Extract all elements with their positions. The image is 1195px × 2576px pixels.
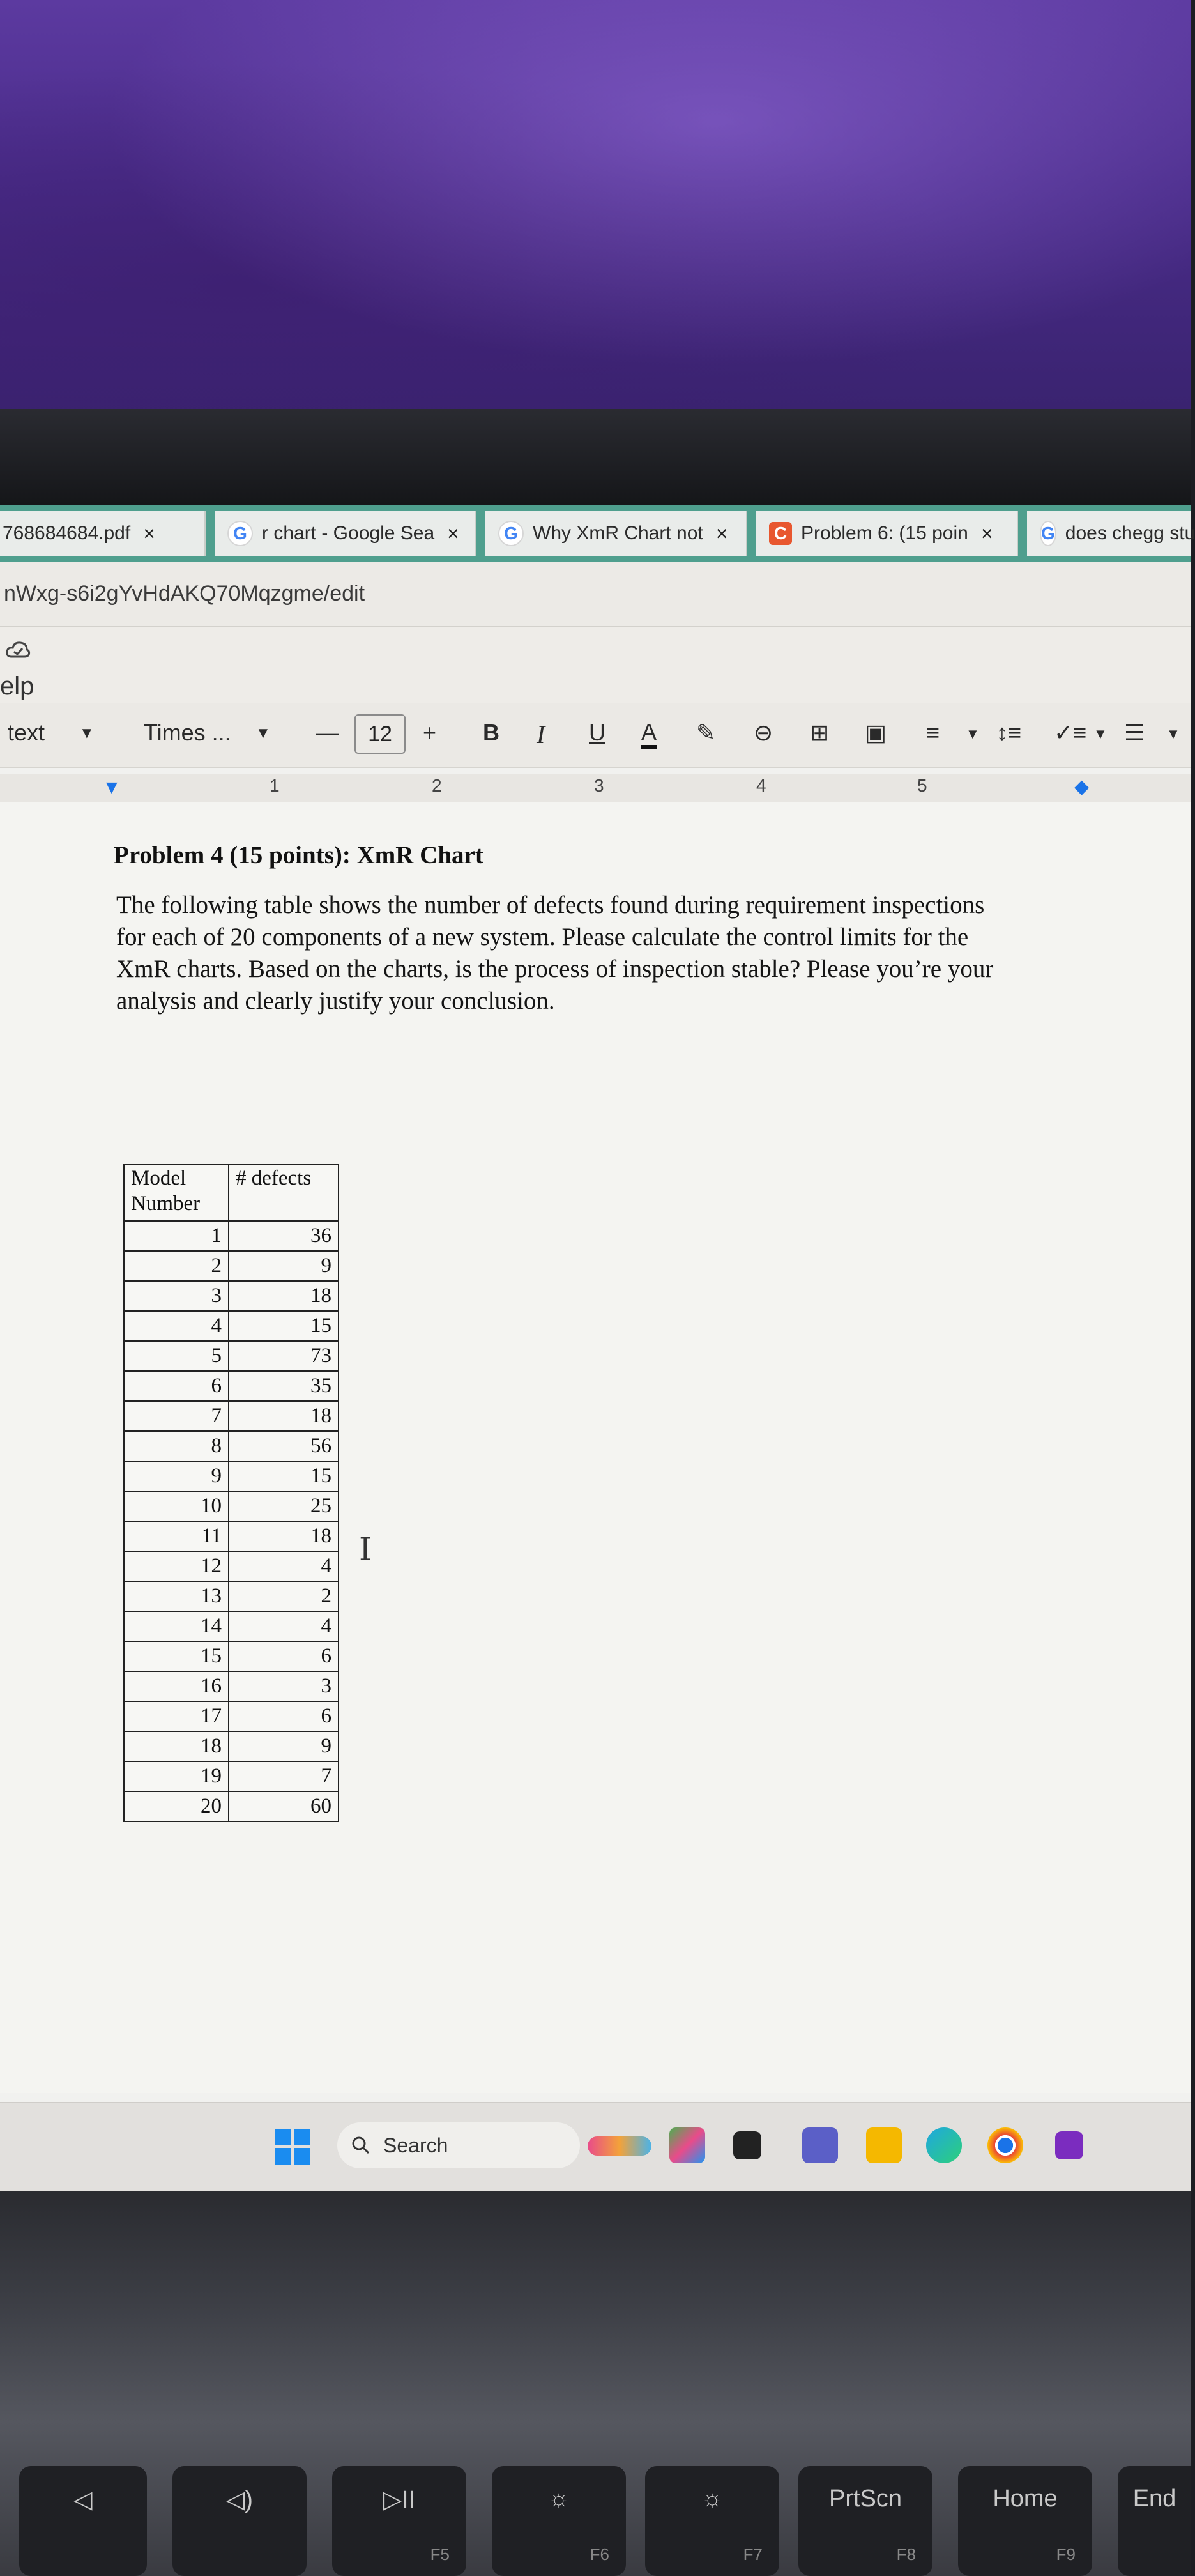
windows-taskbar [0, 2102, 1191, 2193]
tab-title: does chegg stu [1065, 523, 1195, 544]
google-icon: G [227, 521, 253, 546]
paragraph-line: for each of 20 components of a new system. Please calculate the control limits for the [116, 923, 969, 951]
search-label: Search [383, 2133, 448, 2157]
defects-cell[interactable]: 15 [229, 1461, 339, 1491]
table-row [124, 1461, 339, 1491]
paragraph-line: The following table shows the number of defects found during requirement inspections [116, 891, 985, 919]
left-indent-marker-icon[interactable]: ▼ [102, 777, 121, 798]
ruler-number: 1 [270, 776, 280, 795]
model-number-cell[interactable]: 14 [124, 1611, 229, 1641]
table-row [124, 1611, 339, 1641]
key-brightness-down [492, 2466, 626, 2576]
table-row [124, 1371, 339, 1401]
model-number-cell[interactable]: 9 [124, 1461, 229, 1491]
add-comment-icon[interactable]: ⊞ [810, 719, 830, 746]
font-size-input[interactable]: 12 [354, 714, 406, 754]
file-explorer-icon[interactable] [733, 2131, 761, 2159]
column-header-defects: # defects [229, 1165, 339, 1221]
tab-title: r chart - Google Sea [262, 523, 435, 544]
decrease-font-button[interactable]: — [316, 719, 339, 746]
tab-chegg-problem[interactable] [756, 511, 1018, 556]
tab-pdf[interactable] [0, 511, 206, 556]
close-icon[interactable]: × [143, 521, 155, 545]
background-wall [0, 0, 1191, 409]
text-cursor-icon: I [359, 1531, 372, 1568]
key-label: Home [993, 2485, 1058, 2512]
folder-icon[interactable] [866, 2128, 902, 2163]
taskbar-search[interactable] [337, 2122, 580, 2168]
docs-toolbar [0, 703, 1191, 768]
model-number-cell[interactable]: 8 [124, 1431, 229, 1461]
table-row [124, 1311, 339, 1341]
font-dropdown[interactable]: Times ... [144, 719, 231, 746]
close-icon[interactable]: × [980, 521, 993, 545]
key-label: ☼ [701, 2485, 724, 2512]
model-number-cell[interactable]: 19 [124, 1761, 229, 1791]
model-number-cell[interactable]: 20 [124, 1791, 229, 1821]
ruler-number: 4 [756, 776, 766, 795]
defects-cell[interactable]: 18 [229, 1281, 339, 1311]
chrome-icon[interactable] [987, 2128, 1023, 2163]
underline-button[interactable]: U [589, 719, 605, 746]
insert-image-icon[interactable]: ▣ [865, 719, 887, 746]
model-number-cell[interactable]: 13 [124, 1581, 229, 1611]
key-home [958, 2466, 1092, 2576]
table-row [124, 1641, 339, 1671]
table-row [124, 1701, 339, 1731]
onenote-icon[interactable] [1055, 2131, 1083, 2159]
model-number-cell[interactable]: 3 [124, 1281, 229, 1311]
chevron-down-icon[interactable]: ▼ [1093, 726, 1107, 742]
ruler-number: 3 [594, 776, 604, 795]
model-number-cell[interactable]: 18 [124, 1731, 229, 1761]
table-row [124, 1491, 339, 1521]
model-number-cell[interactable]: 1 [124, 1221, 229, 1251]
model-number-cell[interactable]: 6 [124, 1371, 229, 1401]
bulleted-list-icon[interactable]: ☰ [1124, 719, 1145, 746]
defects-cell[interactable]: 2 [229, 1581, 339, 1611]
tab-google-chegg[interactable] [1027, 511, 1195, 556]
right-indent-marker-icon[interactable]: ◆ [1074, 776, 1090, 797]
defects-cell[interactable]: 18 [229, 1521, 339, 1551]
model-number-cell[interactable]: 10 [124, 1491, 229, 1521]
defects-cell[interactable]: 36 [229, 1221, 339, 1251]
table-row [124, 1761, 339, 1791]
defects-cell[interactable]: 73 [229, 1341, 339, 1371]
defects-cell[interactable]: 6 [229, 1641, 339, 1671]
defects-cell[interactable]: 18 [229, 1401, 339, 1431]
key-fn: F7 [743, 2545, 763, 2564]
google-icon: G [1040, 521, 1056, 546]
defects-cell[interactable]: 35 [229, 1371, 339, 1401]
align-icon[interactable]: ≡ [926, 719, 940, 746]
table-row [124, 1431, 339, 1461]
model-number-cell[interactable]: 15 [124, 1641, 229, 1671]
cloud-saved-icon[interactable] [5, 640, 31, 659]
search-icon [351, 2136, 370, 2155]
ruler-number: 5 [917, 776, 927, 795]
line-spacing-icon[interactable]: ↕≡ [996, 719, 1022, 746]
key-fn: F6 [590, 2545, 609, 2564]
table-row [124, 1521, 339, 1551]
key-volume-down: ◁ [19, 2466, 147, 2576]
defects-cell[interactable]: 9 [229, 1731, 339, 1761]
defects-cell[interactable]: 6 [229, 1701, 339, 1731]
defects-cell[interactable]: 25 [229, 1491, 339, 1521]
document-page[interactable] [0, 802, 1191, 2093]
chevron-down-icon[interactable]: ▼ [1166, 726, 1180, 742]
key-label: ▷II [383, 2487, 416, 2513]
key-fn: F5 [430, 2545, 450, 2564]
key-prtscn [798, 2466, 932, 2576]
italic-button[interactable]: I [537, 720, 545, 749]
table-row [124, 1341, 339, 1371]
link-icon[interactable]: ⊖ [754, 719, 773, 746]
monitor-bezel [0, 409, 1191, 505]
browser-tab-bar [0, 505, 1195, 562]
chevron-down-icon[interactable]: ▼ [966, 726, 980, 742]
defects-cell[interactable]: 4 [229, 1611, 339, 1641]
model-number-cell[interactable]: 11 [124, 1521, 229, 1551]
increase-font-button[interactable]: + [423, 719, 437, 746]
key-play-pause [332, 2466, 466, 2576]
defects-cell[interactable]: 4 [229, 1551, 339, 1581]
close-icon[interactable]: × [447, 521, 459, 545]
problem-paragraph [116, 889, 1087, 1017]
checklist-icon[interactable]: ✓≡ [1054, 719, 1087, 746]
chevron-down-icon[interactable]: ▼ [255, 724, 271, 742]
highlight-pen-icon[interactable]: ✎ [696, 719, 716, 746]
table-row [124, 1551, 339, 1581]
problem-title: Problem 4 (15 points): XmR Chart [114, 841, 483, 869]
defects-cell[interactable]: 60 [229, 1791, 339, 1821]
defects-cell[interactable]: 15 [229, 1311, 339, 1341]
windows-start-icon[interactable] [275, 2129, 310, 2165]
column-header-model-number: Model Number [124, 1165, 229, 1221]
edge-icon[interactable] [926, 2128, 962, 2163]
ruler [0, 774, 1191, 803]
table-row [124, 1671, 339, 1701]
key-brightness-up [645, 2466, 779, 2576]
tab-google-xmr[interactable] [485, 511, 747, 556]
menu-help[interactable]: elp [0, 672, 34, 700]
table-row [124, 1731, 339, 1761]
tab-title: Problem 6: (15 poin [801, 523, 968, 544]
defects-cell[interactable]: 56 [229, 1431, 339, 1461]
table-row [124, 1401, 339, 1431]
table-row [124, 1251, 339, 1281]
widget-icon[interactable] [588, 2136, 651, 2156]
model-number-cell[interactable]: 16 [124, 1671, 229, 1701]
defects-cell[interactable]: 3 [229, 1671, 339, 1701]
paragraph-line: XmR charts. Based on the charts, is the process of inspection stable? Please you’re your [116, 955, 994, 983]
bold-button[interactable]: B [483, 719, 499, 746]
tab-title: 768684684.pdf [3, 523, 131, 544]
key-volume-up: ◁) [172, 2466, 307, 2576]
url-text[interactable]: nWxg-s6i2gYvHdAKQ70Mqzgme/edit [4, 581, 365, 606]
key-fn: F9 [1056, 2545, 1076, 2564]
style-dropdown[interactable]: text [8, 719, 45, 746]
key-end [1118, 2466, 1191, 2576]
model-number-cell[interactable]: 12 [124, 1551, 229, 1581]
teams-icon[interactable] [802, 2128, 838, 2163]
ruler-number: 2 [432, 776, 442, 795]
key-label: End [1132, 2485, 1176, 2512]
model-number-cell[interactable]: 17 [124, 1701, 229, 1731]
table-row [124, 1791, 339, 1821]
tab-google-r-chart[interactable] [215, 511, 476, 556]
google-icon: G [498, 521, 524, 546]
close-icon[interactable]: × [715, 521, 728, 545]
model-number-cell[interactable]: 5 [124, 1341, 229, 1371]
model-number-cell[interactable]: 7 [124, 1401, 229, 1431]
table-header-row [124, 1165, 339, 1221]
defects-table[interactable] [123, 1164, 339, 1822]
key-label: ☼ [547, 2485, 570, 2512]
chegg-icon: C [769, 522, 792, 545]
table-row [124, 1281, 339, 1311]
text-color-button[interactable]: A [641, 719, 657, 749]
paragraph-line: analysis and clearly justify your conclusion. [116, 987, 555, 1015]
model-number-cell[interactable]: 4 [124, 1311, 229, 1341]
defects-cell[interactable]: 7 [229, 1761, 339, 1791]
model-number-cell[interactable]: 2 [124, 1251, 229, 1281]
tab-title: Why XmR Chart not [533, 523, 703, 544]
defects-cell[interactable]: 9 [229, 1251, 339, 1281]
table-row [124, 1221, 339, 1251]
address-bar[interactable] [0, 562, 1191, 627]
key-label: PrtScn [828, 2485, 902, 2512]
app-icon[interactable] [669, 2128, 705, 2163]
chevron-down-icon[interactable]: ▼ [79, 724, 95, 742]
key-fn: F8 [896, 2545, 916, 2564]
screen [0, 505, 1195, 2191]
table-row [124, 1581, 339, 1611]
